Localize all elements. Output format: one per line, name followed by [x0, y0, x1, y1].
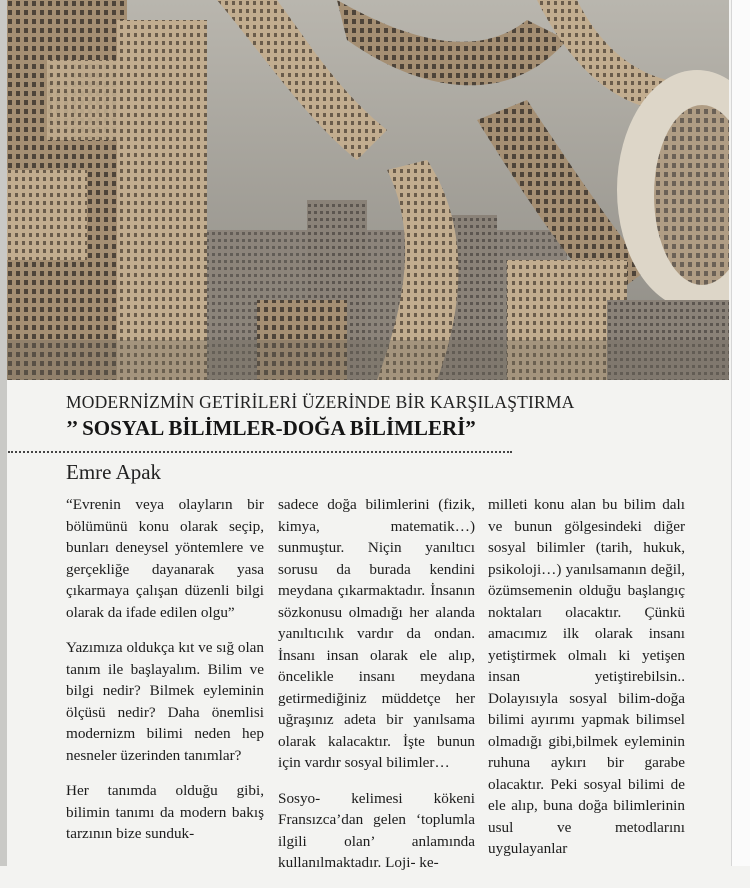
- page-left-edge: [0, 0, 7, 866]
- header-photo: [7, 0, 729, 380]
- author-name: Emre Apak: [66, 460, 162, 484]
- column-paragraph: Yazımıza oldukça kıt ve sığ olan tanım ile başlayalım. Bilim ve bilgi nedir? Bilmek eyleminin ölçüsü nedir? Daha önemlisi modernizm bilimi neden hep nesneler üzerinden tanımlar?: [66, 639, 264, 764]
- text-column-1: [66, 494, 264, 859]
- article-kicker: MODERNİZMİN GETİRİLERİ ÜZERİNDE BİR KARŞILAŞTIRMA: [66, 392, 575, 412]
- column-paragraph: Her tanımda olduğu gibi, bilimin tanımı da modern bakış tarzının bize sunduk-: [66, 782, 264, 842]
- column-paragraph: sadece doğa bilimlerini (fizik, kimya, matematik…) sunmuştur. Niçin yanıltıcı sorusu da burada kendini meydana çıkarmaktadır. İnsanın sözkonusu olmadığı her alanda yanıltıcılık vardır da ondan. İnsanı insan olarak ele alıp, öncelikle insanı meydana getirmediğiniz müddetçe her uğraşınız adeta bir yanılsama olarak kalacaktır. İşte bunun için vardır sosyal bilimler…: [278, 496, 475, 771]
- article-title: ’’ SOSYAL BİLİMLER-DOĞA BİLİMLERİ”: [66, 416, 476, 440]
- column-paragraph: “Evrenin veya olayların bir bölümünü konu olarak seçip, bunları deneysel yöntemlere ve gerçekliğe dayanarak yasa çıkarmaya çalışan düzenli bilgi olarak da ifade edilen olgu”: [66, 496, 264, 621]
- text-column-3: [488, 494, 685, 874]
- column-paragraph: milleti konu alan bu bilim dalı ve bunun gölgesindeki diğer sosyal bilimler (tarih, hukuk, psikoloji…) yanılsamanın değil, özümsemenin olduğu başlangıç noktaları olacaktır. Çünkü amacımız ilk olarak insanı yetiştirmek olmalı ki yetişen insan yetiştirebilsin.. Dolayısıyla sosyal bilim-doğa bilimi ayırımı yapmak bilimsel olmadığı gibi,bilmek eyleminin ruhuna aykırı bir garabe olacaktır. Peki sosyal bilimi de ele alıp, buna doğa bilimlerinin usul ve metodlarını uygulayanlar: [488, 496, 685, 857]
- page-right-edge: [731, 0, 750, 866]
- dotted-divider: [8, 451, 512, 453]
- column-paragraph: Sosyo- kelimesi kökeni Fransızca’dan gelen ‘toplumla ilgili olan’ anlamında kullanılmaktadır. Loji- ke-: [278, 789, 475, 871]
- article-header: [66, 392, 646, 441]
- text-column-2: [278, 494, 475, 888]
